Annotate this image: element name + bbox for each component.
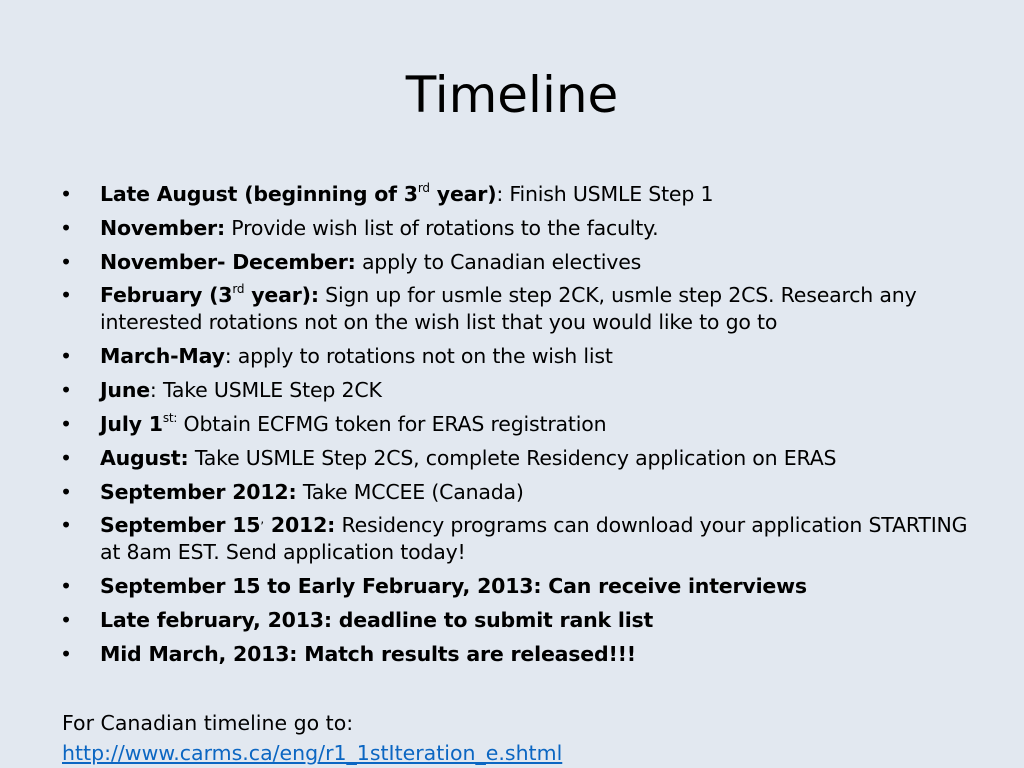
list-item	[58, 512, 978, 566]
list-item	[58, 478, 978, 506]
item-text: apply to Canadian electives	[355, 250, 642, 274]
list-item	[58, 376, 978, 404]
item-text: Take USMLE Step 2CS, complete Residency application on ERAS	[188, 446, 837, 470]
item-heading: August:	[100, 446, 189, 470]
bullet-icon: •	[60, 182, 72, 206]
item-heading-tail: 2012:	[263, 513, 336, 537]
item-text: : apply to rotations not on the wish list	[224, 344, 613, 368]
list-item	[58, 606, 978, 634]
item-heading: September 15 to Early February, 2013: Can receive interviews	[100, 574, 807, 598]
footer-note	[62, 708, 562, 768]
list-item	[58, 282, 978, 336]
item-heading: Mid March, 2013: Match results are released!!!	[100, 642, 636, 666]
list-item	[58, 248, 978, 276]
item-text: Provide wish list of rotations to the faculty.	[224, 216, 659, 240]
item-heading: September 2012:	[100, 480, 297, 504]
superscript: rd	[232, 282, 245, 296]
superscript: rd	[417, 181, 430, 195]
bullet-icon: •	[60, 283, 72, 307]
bullet-icon: •	[60, 412, 72, 436]
superscript: st:	[162, 411, 178, 425]
item-heading: Late August (beginning of 3	[100, 182, 418, 206]
list-item	[58, 444, 978, 472]
item-heading: Late february, 2013: deadline to submit rank list	[100, 608, 654, 632]
item-text: Sign up for usmle step 2CK, usmle step 2CS. Research any interested rotations not on the wish list that you would like to go to	[100, 283, 917, 334]
list-item	[58, 640, 978, 668]
list-item	[58, 410, 978, 438]
item-heading: September 15	[100, 513, 261, 537]
item-heading-tail: year)	[429, 182, 497, 206]
item-heading: July 1	[100, 412, 163, 436]
item-heading: March-May	[100, 344, 225, 368]
item-text: : Finish USMLE Step 1	[496, 182, 714, 206]
list-item	[58, 572, 978, 600]
superscript: ,	[260, 512, 264, 526]
bullet-icon: •	[60, 344, 72, 368]
bullet-icon: •	[60, 480, 72, 504]
item-heading: February (3	[100, 283, 233, 307]
bullet-icon: •	[60, 642, 72, 666]
bullet-icon: •	[60, 378, 72, 402]
timeline-list	[58, 180, 978, 674]
item-text: Take MCCEE (Canada)	[296, 480, 524, 504]
item-heading: November- December:	[100, 250, 356, 274]
list-item	[58, 342, 978, 370]
bullet-icon: •	[60, 250, 72, 274]
item-text: Residency programs can download your application STARTING at 8am EST. Send application today!	[100, 513, 968, 564]
footer-text: For Canadian timeline go to:	[62, 711, 354, 735]
item-text: : Take USMLE Step 2CK	[149, 378, 382, 402]
item-text: Obtain ECFMG token for ERAS registration	[177, 412, 607, 436]
slide-title: Timeline	[405, 66, 619, 124]
bullet-icon: •	[60, 513, 72, 537]
list-item	[58, 180, 978, 208]
bullet-icon: •	[60, 608, 72, 632]
bullet-icon: •	[60, 574, 72, 598]
item-heading: November:	[100, 216, 225, 240]
item-heading-tail: year):	[244, 283, 319, 307]
carms-link[interactable]: http://www.carms.ca/eng/r1_1stIteration_e.shtml	[62, 741, 563, 765]
item-heading: June	[100, 378, 150, 402]
bullet-icon: •	[60, 446, 72, 470]
bullet-icon: •	[60, 216, 72, 240]
list-item	[58, 214, 978, 242]
